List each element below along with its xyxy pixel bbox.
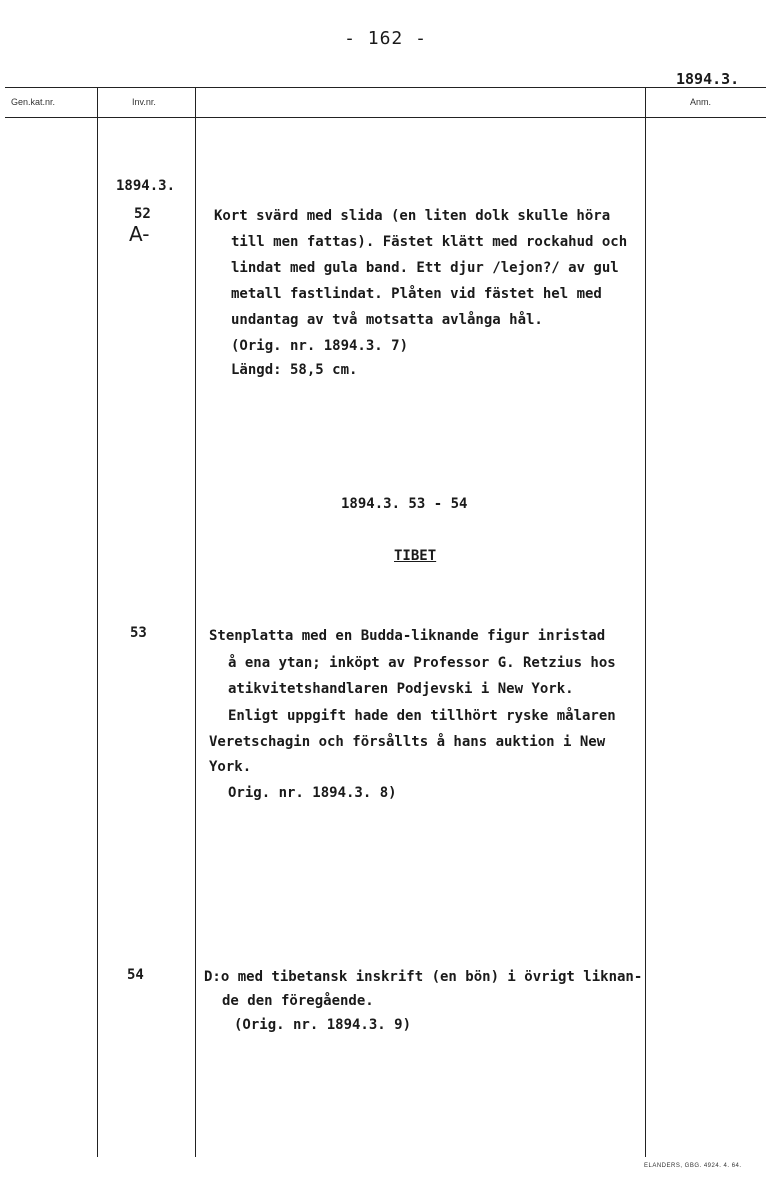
entry-52-line-3: lindat med gula band. Ett djur /lejon?/ av gul xyxy=(231,260,619,276)
entry-54-line-3: (Orig. nr. 1894.3. 9) xyxy=(234,1017,412,1033)
column-header-inv-nr: Inv.nr. xyxy=(132,97,156,107)
page-reference: 1894.3. xyxy=(676,70,740,88)
entry-54-line-2: de den föregående. xyxy=(222,993,374,1009)
entry-54-line-1: D:o med tibetansk inskrift (en bön) i övrigt liknan- xyxy=(204,969,643,985)
entry-52-number: 52 xyxy=(134,206,151,222)
column-divider-gen-inv xyxy=(97,87,98,1157)
entry-53-line-3: atikvitetshandlaren Podjevski i New York. xyxy=(228,681,574,697)
entry-52-line-2: till men fattas). Fästet klätt med rockahud och xyxy=(231,234,628,250)
header-bottom-rule xyxy=(5,117,766,118)
entry-52-line-4: metall fastlindat. Plåten vid fästet hel med xyxy=(231,286,602,302)
entry-52-line-5: undantag av två motsatta avlånga hål. xyxy=(231,312,543,328)
entry-52-series: 1894.3. xyxy=(116,178,176,194)
group-range: 1894.3. 53 - 54 xyxy=(341,496,468,512)
entry-52-line-7: Längd: 58,5 cm. xyxy=(231,362,358,378)
column-header-anm: Anm. xyxy=(690,97,712,107)
header-top-rule xyxy=(5,87,766,88)
column-header-gen-kat-nr: Gen.kat.nr. xyxy=(11,97,56,107)
entry-52-line-1: Kort svärd med slida (en liten dolk skulle höra xyxy=(214,208,611,224)
entry-52-handwritten-note: A- xyxy=(129,222,150,246)
page-number: - 162 - xyxy=(344,28,427,49)
group-heading: TIBET xyxy=(394,548,437,564)
entry-53-number: 53 xyxy=(130,625,147,641)
column-divider-inv-text xyxy=(195,87,196,1157)
entry-53-line-1: Stenplatta med en Budda-liknande figur inristad xyxy=(209,628,606,644)
entry-53-line-2: å ena ytan; inköpt av Professor G. Retzius hos xyxy=(228,655,616,671)
entry-53-line-7: Orig. nr. 1894.3. 8) xyxy=(228,785,397,801)
entry-53-line-5: Veretschagin och försållts å hans auktion i New xyxy=(209,734,606,750)
entry-53-line-4: Enligt uppgift hade den tillhört ryske målaren xyxy=(228,708,616,724)
printer-imprint: ELANDERS, GBG. 4924. 4. 64. xyxy=(644,1163,742,1169)
column-divider-text-anm xyxy=(645,87,646,1157)
entry-53-line-6: York. xyxy=(209,759,252,775)
entry-54-number: 54 xyxy=(127,967,144,983)
entry-52-line-6: (Orig. nr. 1894.3. 7) xyxy=(231,338,409,354)
